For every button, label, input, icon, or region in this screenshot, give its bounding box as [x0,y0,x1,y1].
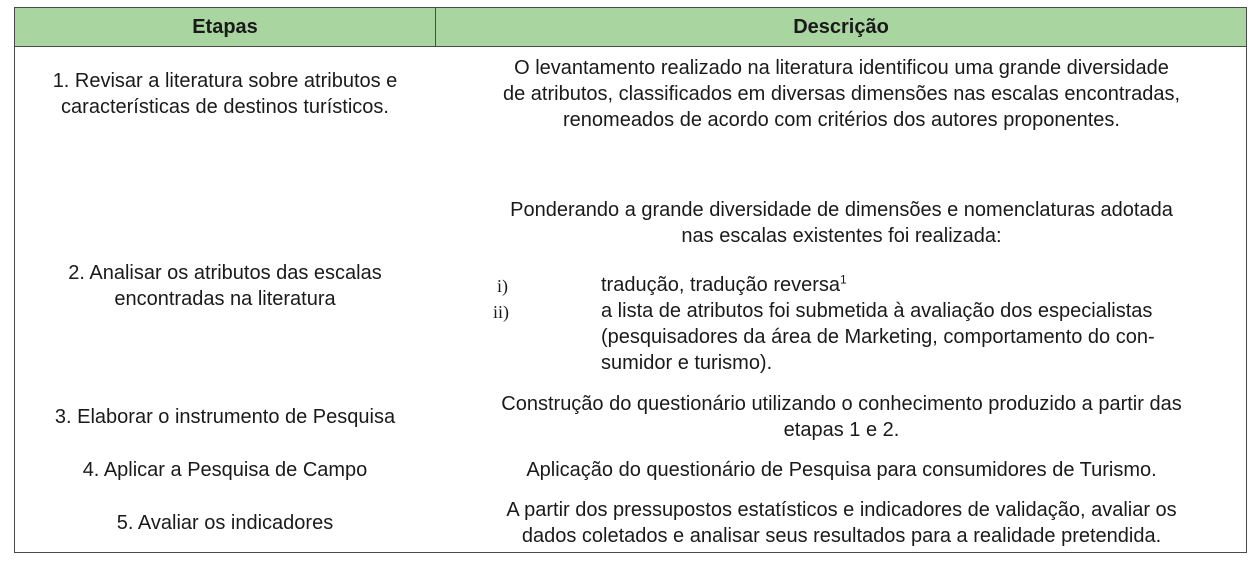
row2-etapa-line: 2. Analisar os atributos das escalas [68,262,382,284]
row3-etapa-line: 3. Elaborar o instrumento de Pesquisa [54,406,396,428]
row1-etapa [15,68,435,120]
row1-descricao-line: renomeados de acordo com critérios dos autores proponentes. [563,109,1120,131]
row1-descricao-line: de atributos, classificados em diversas dimensões nas escalas encontradas, [502,83,1180,105]
row2-etapa [15,260,435,312]
item-i-text [601,272,1241,298]
row4-etapa [15,457,435,483]
row5-etapa [15,510,435,536]
row2-intro-line: Ponderando a grande diversidade de dimensões e nomenclaturas adotada [510,199,1173,221]
row3-descricao-line: Construção do questionário utilizando o conhecimento produzido a partir das [501,393,1182,415]
row4-etapa-line: 4. Aplicar a Pesquisa de Campo [82,459,368,481]
header-etapas: Etapas [192,16,258,38]
row1-descricao [445,55,1238,133]
row4-descricao-line: Aplicação do questionário de Pesquisa para consumidores de Turismo. [526,459,1157,481]
table-header [15,8,1246,47]
row1-etapa-line: características de destinos turísticos. [61,96,389,118]
row5-descricao [445,497,1238,549]
row4-descricao [445,457,1238,483]
row5-etapa-line: 5. Avaliar os indicadores [116,512,334,534]
item-ii-line: a lista de atributos foi submetida à avaliação dos especialistas [601,300,1153,322]
row1-etapa-line: 1. Revisar a literatura sobre atributos e [52,70,398,92]
row5-descricao-line: A partir dos pressupostos estatísticos e indicadores de validação, avaliar os [506,499,1177,521]
stages-table [14,7,1247,553]
row2-etapa-line: encontradas na literatura [114,288,336,310]
header-descricao: Descrição [793,16,889,38]
item-ii-text [601,298,1241,376]
row2-intro-line: nas escalas existentes foi realizada: [681,225,1002,247]
item-ii-line: (pesquisadores da área de Marketing, comportamento do con- [601,326,1155,348]
item-i-numeral: i) [497,276,508,296]
footnote-marker: 1 [840,272,847,287]
item-ii-line: sumidor e turismo). [601,352,773,374]
row1-descricao-line: O levantamento realizado na literatura identificou uma grande diversidade [514,57,1169,79]
row3-etapa [15,404,435,430]
item-ii-numeral: ii) [493,302,509,322]
row2-descricao-intro [445,197,1238,249]
item-i-label: tradução, tradução reversa [601,274,841,296]
row3-descricao-line: etapas 1 e 2. [783,419,900,441]
row5-descricao-line: dados coletados e analisar seus resultados para a realidade pretendida. [521,525,1162,547]
row3-descricao [445,391,1238,443]
